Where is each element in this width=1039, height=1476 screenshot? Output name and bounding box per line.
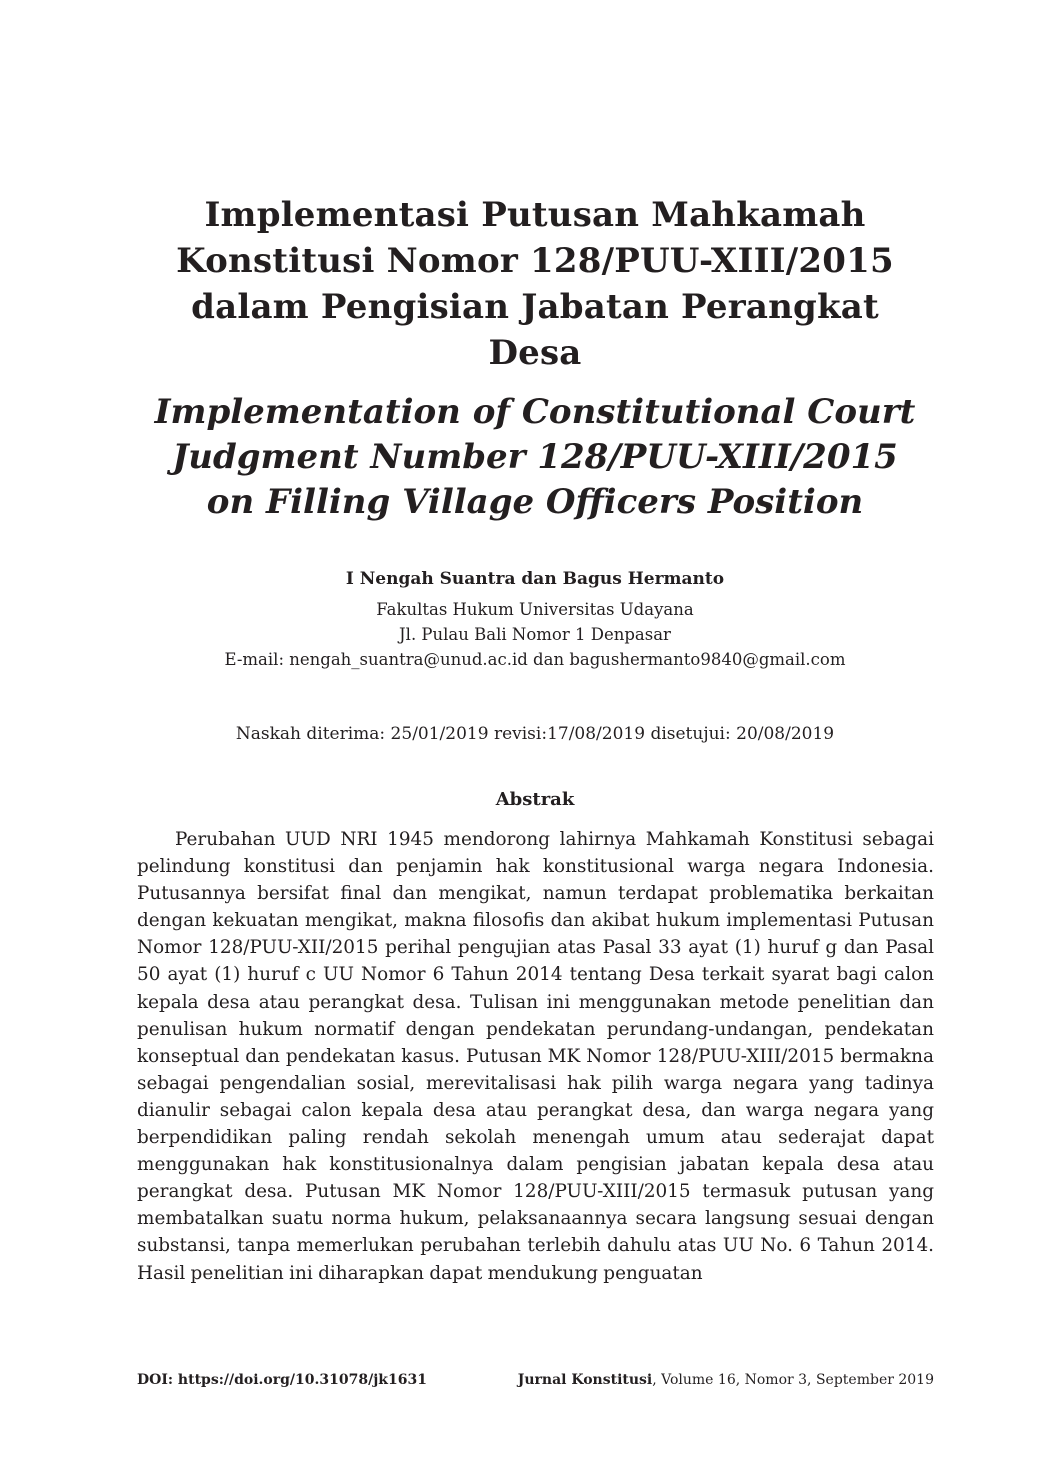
title-english-line: Implementation of Constitutional Court	[154, 392, 916, 432]
abstract-heading: Abstrak	[495, 789, 575, 810]
manuscript-dates: Naskah diterima: 25/01/2019 revisi:17/08/2019 disetujui: 20/08/2019	[235, 724, 835, 744]
footer-journal-name: Jurnal Konstitusi	[517, 1372, 653, 1388]
author-names: I Nengah Suantra dan Bagus Hermanto	[345, 569, 725, 589]
title-indonesian	[120, 192, 950, 376]
footer-journal-details: , Volume 16, Nomor 3, September 2019	[652, 1372, 934, 1388]
author-affiliation	[0, 597, 1039, 672]
abstract-body: Perubahan UUD NRI 1945 mendorong lahirnya Mahkamah Konstitusi sebagai pelindung konstitusi dan penjamin hak konstitusional warga negara Indonesia. Putusannya bersifat final dan mengikat, namun terdapat problematika berkaitan dengan kekuatan mengikat, makna filosofis dan akibat hukum implementasi Putusan Nomor 128/PUU-XII/2015 perihal pengujian atas Pasal 33 ayat (1) huruf g dan Pasal 50 ayat (1) huruf c UU Nomor 6 Tahun 2014 tentang Desa terkait syarat bagi calon kepala desa atau perangkat desa. Tulisan ini menggunakan metode penelitian dan penulisan hukum normatif dengan pendekatan perundang-undangan, pendekatan konseptual dan pendekatan kasus. Putusan MK Nomor 128/PUU-XIII/2015 bermakna sebagai pengendalian sosial, merevitalisasi hak pilih warga negara yang tadinya dianulir sebagai calon kepala desa atau perangkat desa, dan warga negara yang berpendidikan paling rendah sekolah menengah umum atau sederajat dapat menggunakan hak konstitusionalnya dalam pengisian jabatan kepala desa atau perangkat desa. Putusan MK Nomor 128/PUU-XIII/2015 termasuk putusan yang membatalkan suatu norma hukum, pelaksanaannya secara langsung sesuai dengan substansi, tanpa memerlukan perubahan terlebih dahulu atas UU No. 6 Tahun 2014. Hasil penelitian ini diharapkan dapat mendukung penguatan	[137, 829, 934, 1284]
affiliation-address: Jl. Pulau Bali Nomor 1 Denpasar	[399, 625, 671, 644]
title-indonesian-line: Implementasi Putusan Mahkamah	[204, 195, 866, 235]
affiliation-email: E-mail: nengah_suantra@unud.ac.id dan bagushermanto9840@gmail.com	[224, 650, 846, 669]
footer-doi: DOI: https://doi.org/10.31078/jk1631	[137, 1372, 427, 1388]
title-indonesian-line: dalam Pengisian Jabatan Perangkat	[191, 287, 879, 327]
title-english-line: on Filling Village Officers Position	[206, 482, 864, 522]
footer-journal-info	[518, 1371, 934, 1389]
title-indonesian-line: Konstitusi Nomor 128/PUU-XIII/2015	[176, 241, 894, 281]
title-english	[110, 390, 960, 525]
title-indonesian-line: Desa	[488, 333, 582, 373]
title-english-line: Judgment Number 128/PUU-XIII/2015	[172, 437, 898, 477]
affiliation-faculty: Fakultas Hukum Universitas Udayana	[376, 600, 694, 619]
